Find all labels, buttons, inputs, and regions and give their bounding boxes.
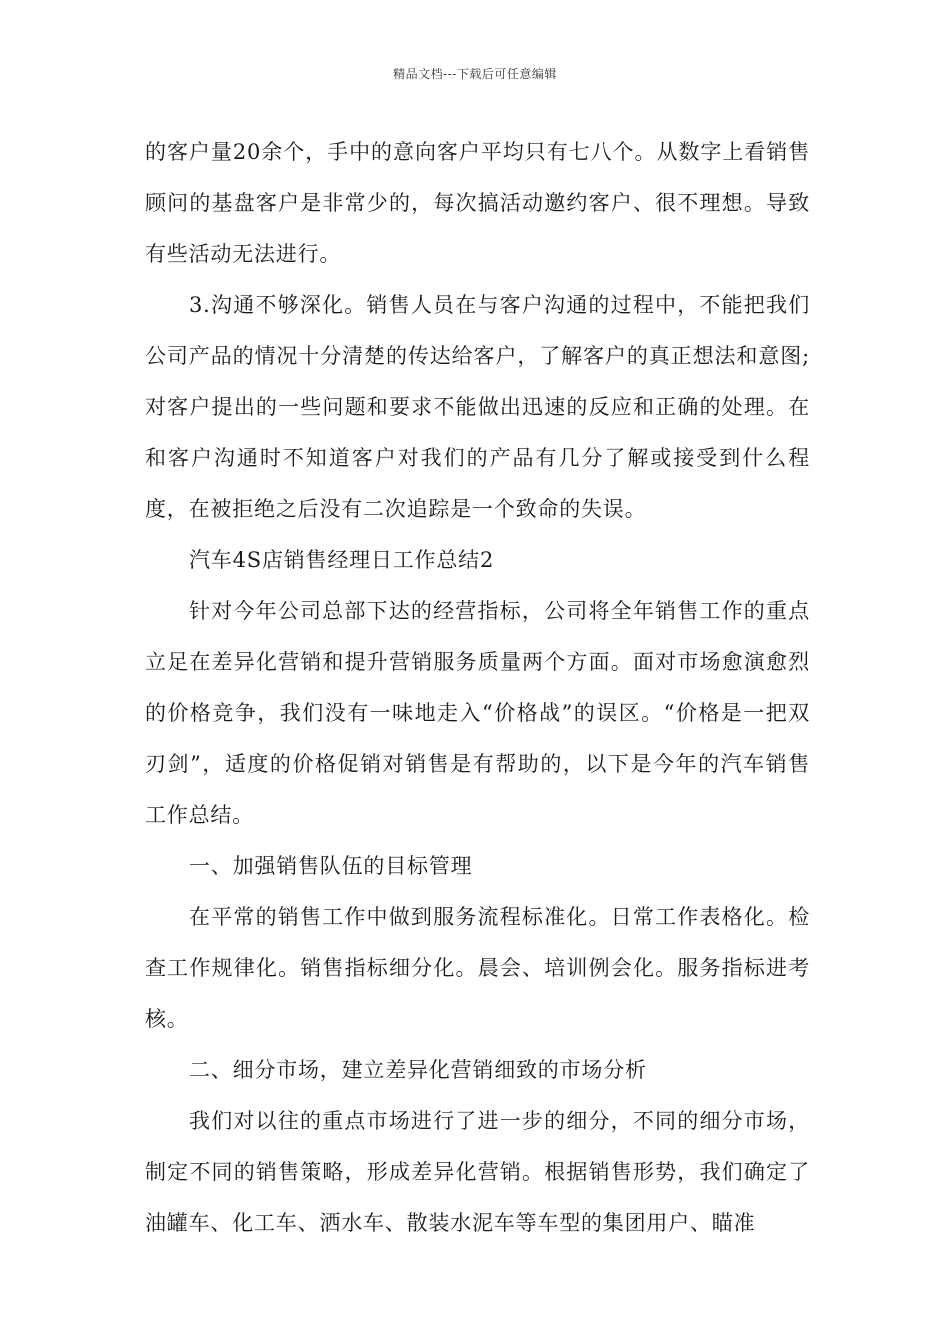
- section-heading-2: 二、细分市场，建立差异化营销细致的市场分析: [189, 1058, 647, 1082]
- paragraph-continuation: 的客户量20余个，手中的意向客户平均只有七八个。从数字上看销售顾问的基盘客户是非常少的，每次搞活动邀约客户、很不理想。导致有些活动无法进行。: [145, 140, 810, 266]
- section-heading-1: 一、加强销售队伍的目标管理: [189, 854, 473, 878]
- document-subtitle: 汽车4S店销售经理日工作总结2: [189, 548, 495, 572]
- paragraph-section-2: 我们对以往的重点市场进行了进一步的细分，不同的细分市场，制定不同的销售策略，形成差异化营销。根据销售形势，我们确定了油罐车、化工车、洒水车、散装水泥车等车型的集团用户、瞄准: [145, 1109, 810, 1235]
- document-body: [145, 127, 810, 1249]
- paragraph-intro: 针对今年公司总部下达的经营指标，公司将全年销售工作的重点立足在差异化营销和提升营销服务质量两个方面。面对市场愈演愈烈的价格竞争，我们没有一味地走入“价格战”的误区。“价格是一把双刃剑”，适度的价格促销对销售是有帮助的，以下是今年的汽车销售工作总结。: [145, 599, 810, 827]
- page-header: 精品文档---下载后可任意编辑: [393, 67, 557, 81]
- paragraph-section-1: 在平常的销售工作中做到服务流程标准化。日常工作表格化。检查工作规律化。销售指标细分化。晨会、培训例会化。服务指标进考核。: [145, 905, 810, 1031]
- paragraph-communication: 3.沟通不够深化。销售人员在与客户沟通的过程中，不能把我们公司产品的情况十分清楚的传达给客户，了解客户的真正想法和意图;对客户提出的一些问题和要求不能做出迅速的反应和正确的处理。在和客户沟通时不知道客户对我们的产品有几分了解或接受到什么程度，在被拒绝之后没有二次追踪是一个致命的失误。: [145, 293, 810, 521]
